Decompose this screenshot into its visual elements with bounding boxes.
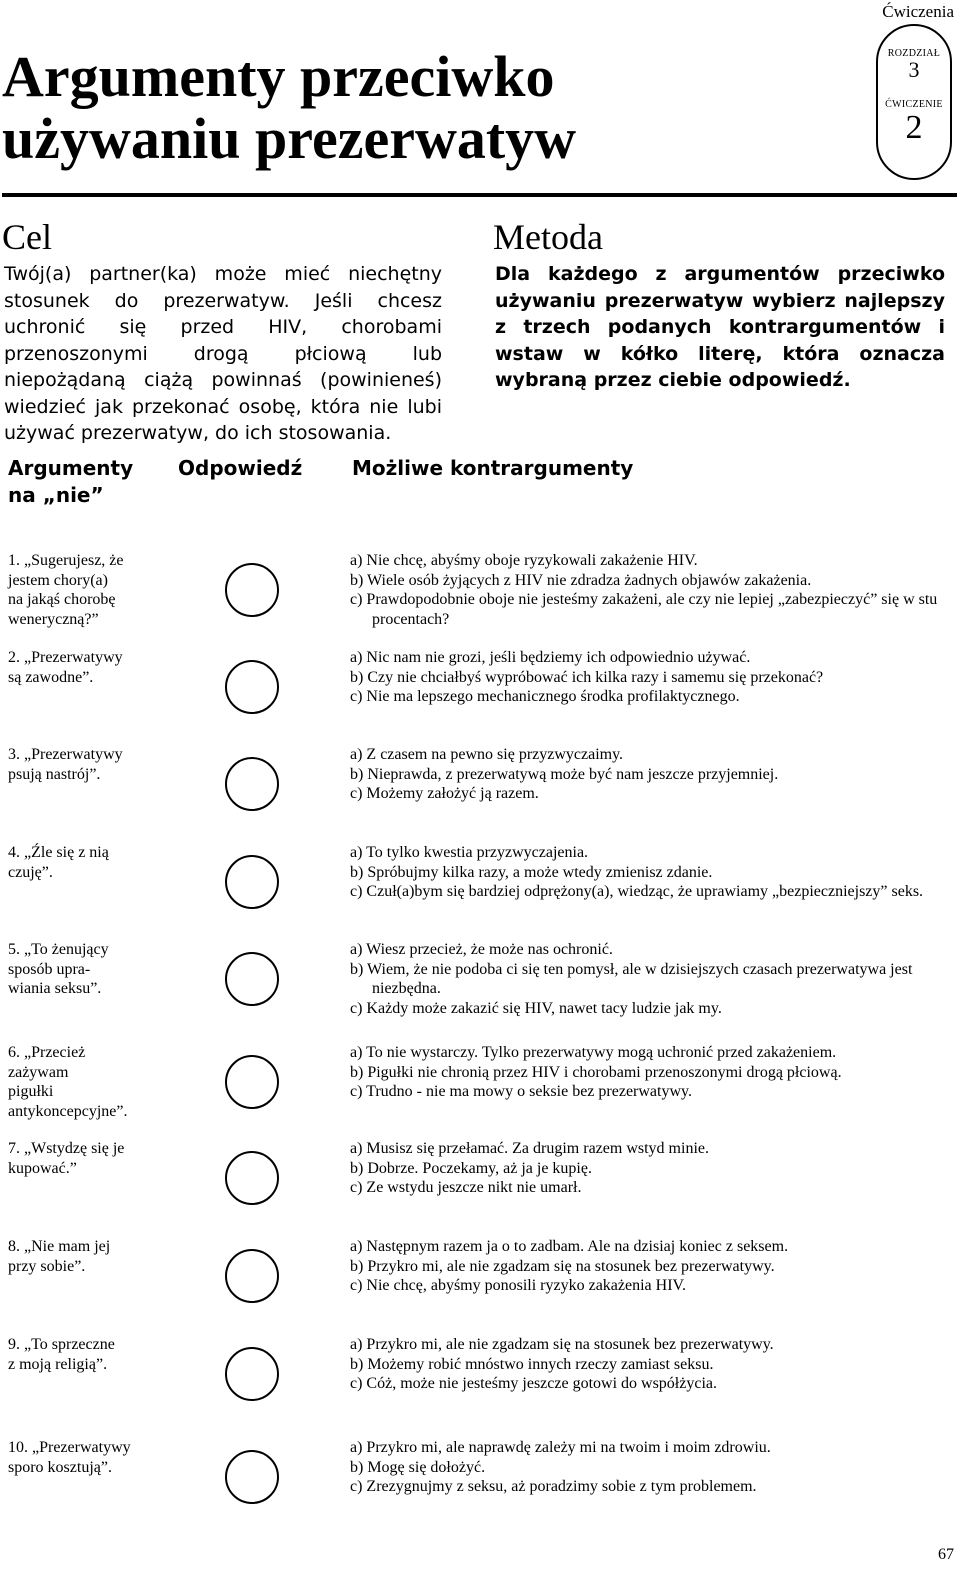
answer-circle[interactable] [225,1347,279,1401]
argument-text: 10. „Prezerwatywy sporo kosztują”. [8,1439,131,1476]
argument-text: 2. „Prezerwatywy są zawodne”. [8,649,123,686]
option-b: b) Czy nie chciałbyś wypróbować ich kilka razy i samemu się przekonać? [350,668,824,686]
title-line-1: Argumenty przeciwko [2,44,555,109]
argument-text: 4. „Źle się z nią czuję”. [8,844,109,881]
title-line-2: używaniu prezerwatyw [2,106,577,171]
chapter-badge [876,24,952,180]
answer-circle[interactable] [225,757,279,811]
exercise-number: 2 [905,109,923,146]
argument-text: 3. „Prezerwatywy psują nastrój”. [8,746,123,783]
option-c: c) Możemy założyć ją razem. [350,785,539,802]
cel-text: Twój(a) partner(ka) może mieć niechętny stosunek do prezerwatyw. Jeśli chcesz uchronić się przed HIV, chorobami przenoszonymi drogą płciową lub niepożądaną ciążą powinnaś (powinieneś) wiedzieć jak przekonać osobę, która nie lubi używać prezerwatyw, do ich stosowania. [4,263,442,444]
option-c: c) Każdy może zakazić się HIV, nawet tacy ludzie jak my. [350,999,722,1017]
answer-circle[interactable] [225,1249,279,1303]
counterargument-list [350,843,958,902]
option-b: b) Pigułki nie chronią przez HIV i chorobami przenoszonymi drogą płciową. [350,1063,842,1081]
column-header-answer: Odpowiedź [178,456,303,480]
counterargument-list [350,1438,958,1497]
answer-circle[interactable] [225,1151,279,1205]
counterargument-list [350,648,958,707]
title-divider [2,193,957,197]
counterargument-list [350,1139,958,1198]
option-a: a) Przykro mi, ale nie zgadzam się na stosunek bez prezerwatywy. [350,1336,774,1353]
counterargument-list [350,745,958,804]
option-c: c) Nie ma lepszego mechanicznego środka profilaktycznego. [350,688,740,705]
option-b: b) Spróbujmy kilka razy, a może wtedy zmienisz zdanie. [350,863,713,881]
counterargument-list [350,940,958,1018]
exercise-label: ĆWICZENIE [885,99,943,110]
answer-circle[interactable] [225,563,279,617]
argument-text: 5. „To żenujący sposób upra- wiania seksu”. [8,941,109,997]
section-label: Ćwiczenia [882,2,954,21]
option-c: c) Ze wstydu jeszcze nikt nie umarł. [350,1179,582,1196]
option-c: c) Cóż, może nie jesteśmy jeszcze gotowi do współżycia. [350,1375,717,1392]
option-a: a) Nie chcę, abyśmy oboje ryzykowali zakażenie HIV. [350,552,698,569]
option-a: a) Wiesz przecież, że może nas ochronić. [350,941,613,958]
option-b: b) Wiem, że nie podoba ci się ten pomysł, ale w dzisiejszych czasach prezerwatywa jest niezbędna. [350,960,913,997]
cel-heading: Cel [2,217,52,257]
option-a: a) Z czasem na pewno się przyzwyczaimy. [350,746,624,763]
answer-circle[interactable] [225,1450,279,1504]
option-a: a) Nic nam nie grozi, jeśli będziemy ich odpowiednio używać. [350,649,751,666]
option-c: c) Prawdopodobnie oboje nie jesteśmy zakażeni, ale czy nie lepiej „zabezpieczyć” się w stu procentach? [350,591,938,628]
chapter-label: ROZDZIAŁ [887,48,941,59]
option-b: b) Możemy robić mnóstwo innych rzeczy zamiast seksu. [350,1355,714,1373]
argument-text: 1. „Sugerujesz, że jestem chory(a) na jakąś chorobę weneryczną?” [8,552,124,628]
option-a: a) Musisz się przełamać. Za drugim razem wstyd minie. [350,1140,709,1157]
option-b: b) Mogę się dołożyć. [350,1458,486,1476]
argument-text: 8. „Nie mam jej przy sobie”. [8,1238,111,1275]
option-a: a) To tylko kwestia przyzwyczajenia. [350,844,589,861]
page-title [2,46,576,170]
metoda-text: Dla każdego z argumentów przeciwko używaniu prezerwatyw wybierz najlepszy z trzech podanych kontrargumentów i wstaw w kółko literę, która oznacza wybraną przez ciebie odpowiedź. [495,263,945,391]
argument-text: 6. „Przecież zażywam pigułki antykoncepcyjne”. [8,1044,128,1120]
column-header-counterarguments: Możliwe kontrargumenty [352,456,634,480]
argument-text: 9. „To sprzeczne z moją religią”. [8,1336,115,1373]
answer-circle[interactable] [225,1055,279,1109]
column-header-arguments: Argumenty na „nie” [8,456,134,507]
option-a: a) Następnym razem ja o to zadbam. Ale na dzisiaj koniec z seksem. [350,1238,789,1255]
counterargument-list [350,551,958,629]
answer-circle[interactable] [225,952,279,1006]
metoda-heading: Metoda [493,217,603,257]
page-number: 67 [938,1546,954,1563]
option-b: b) Dobrze. Poczekamy, aż ja je kupię. [350,1159,592,1177]
option-b: b) Wiele osób żyjących z HIV nie zdradza żadnych objawów zakażenia. [350,571,812,589]
option-a: a) Przykro mi, ale naprawdę zależy mi na twoim i moim zdrowiu. [350,1439,771,1456]
option-c: c) Zrezygnujmy z seksu, aż poradzimy sobie z tym problemem. [350,1478,757,1495]
answer-circle[interactable] [225,660,279,714]
option-c: c) Czuł(a)bym się bardziej odprężony(a), wiedząc, że uprawiamy „bezpieczniejszy” seks. [350,883,924,900]
argument-text: 7. „Wstydzę się je kupować.” [8,1140,125,1177]
option-a: a) To nie wystarczy. Tylko prezerwatywy mogą uchronić przed zakażeniem. [350,1044,837,1061]
counterargument-list [350,1237,958,1296]
option-c: c) Trudno - nie ma mowy o seksie bez prezerwatywy. [350,1083,692,1100]
answer-circle[interactable] [225,855,279,909]
chapter-number: 3 [908,57,920,82]
option-c: c) Nie chcę, abyśmy ponosili ryzyko zakażenia HIV. [350,1277,687,1294]
option-b: b) Przykro mi, ale nie zgadzam się na stosunek bez prezerwatywy. [350,1257,775,1275]
counterargument-list [350,1043,958,1102]
option-b: b) Nieprawda, z prezerwatywą może być nam jeszcze przyjemniej. [350,765,779,783]
counterargument-list [350,1335,958,1394]
